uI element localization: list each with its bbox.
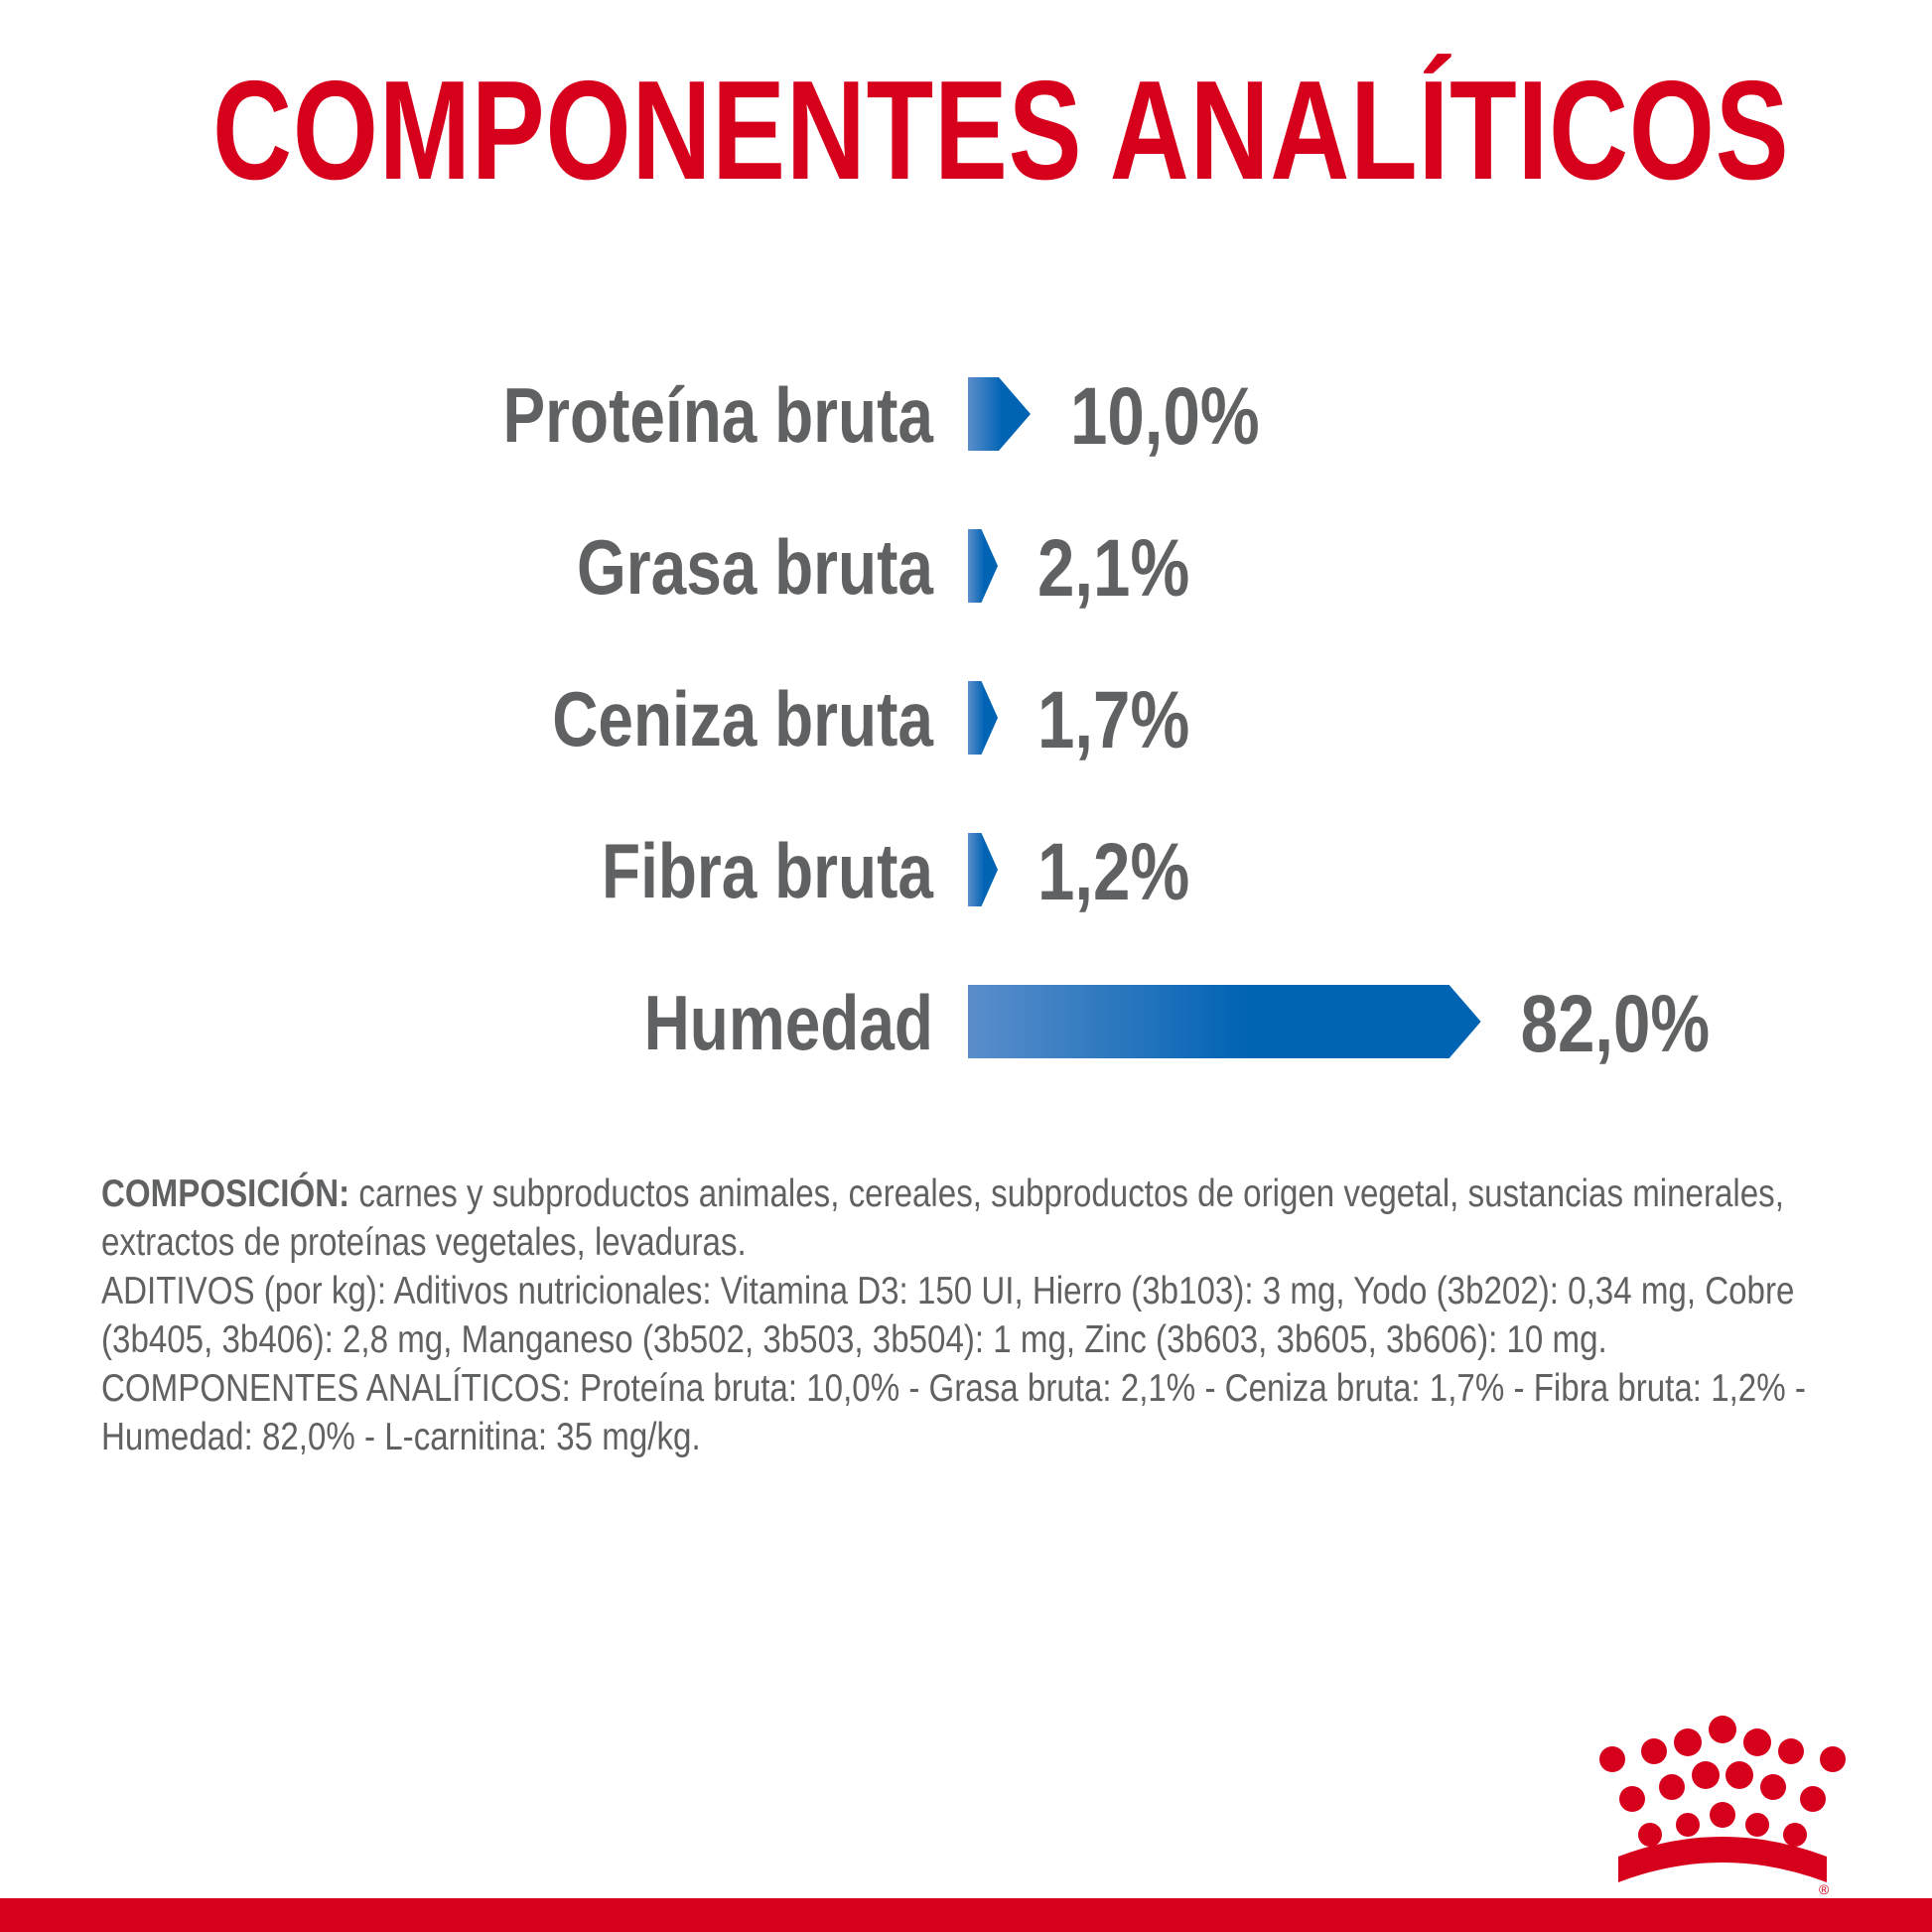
bar-label: Grasa bruta xyxy=(577,524,934,612)
bar-label: Ceniza bruta xyxy=(552,676,934,763)
bar-value-label: 82,0% xyxy=(1520,977,1711,1069)
composition-heading: COMPOSICIÓN: xyxy=(101,1173,350,1215)
bar-value-label: 10,0% xyxy=(1070,369,1260,462)
page-title: COMPONENTES ANALÍTICOS xyxy=(212,52,1790,209)
bar xyxy=(968,377,1031,451)
bar xyxy=(968,833,998,906)
analytical-paragraph: COMPONENTES ANALÍTICOS: Proteína bruta: 10,0% - Grasa bruta: 2,1% - Ceniza bruta: 1,7% - Fibra bruta: 1,2% - Humedad: 82,0% - L-carnitina: 35 mg/kg. xyxy=(101,1367,1806,1458)
bar-label: Fibra bruta xyxy=(602,828,934,915)
crown-icon xyxy=(1588,1708,1847,1896)
bar xyxy=(968,681,998,755)
bar-value-label: 1,2% xyxy=(1037,825,1190,917)
additives-paragraph: ADITIVOS (por kg): Aditivos nutricionales: Vitamina D3: 150 UI, Hierro (3b103): 3 mg, Yodo (3b202): 0,34 mg, Cobre (3b405, 3b406): 2,8 mg, Manganeso (3b502, 3b503, 3b504): 1 mg, Zinc (3b603, 3b605, 3b606): 10 mg. xyxy=(101,1270,1795,1361)
bar-value-label: 2,1% xyxy=(1037,521,1190,614)
bar xyxy=(968,985,1481,1058)
bottom-strip xyxy=(0,1898,1932,1932)
bar-value-label: 1,7% xyxy=(1037,673,1190,765)
bar-label: Proteína bruta xyxy=(502,372,934,460)
composition-text xyxy=(101,1170,1843,1461)
composition-body: carnes y subproductos animales, cereales, subproductos de origen vegetal, sustancias minerales, extractos de proteínas vegetales, levaduras. xyxy=(101,1173,1784,1264)
registered-mark: ® xyxy=(1819,1881,1830,1896)
composition-paragraph xyxy=(101,1170,1843,1267)
bar xyxy=(968,529,998,603)
bar-label: Humedad xyxy=(643,980,934,1067)
